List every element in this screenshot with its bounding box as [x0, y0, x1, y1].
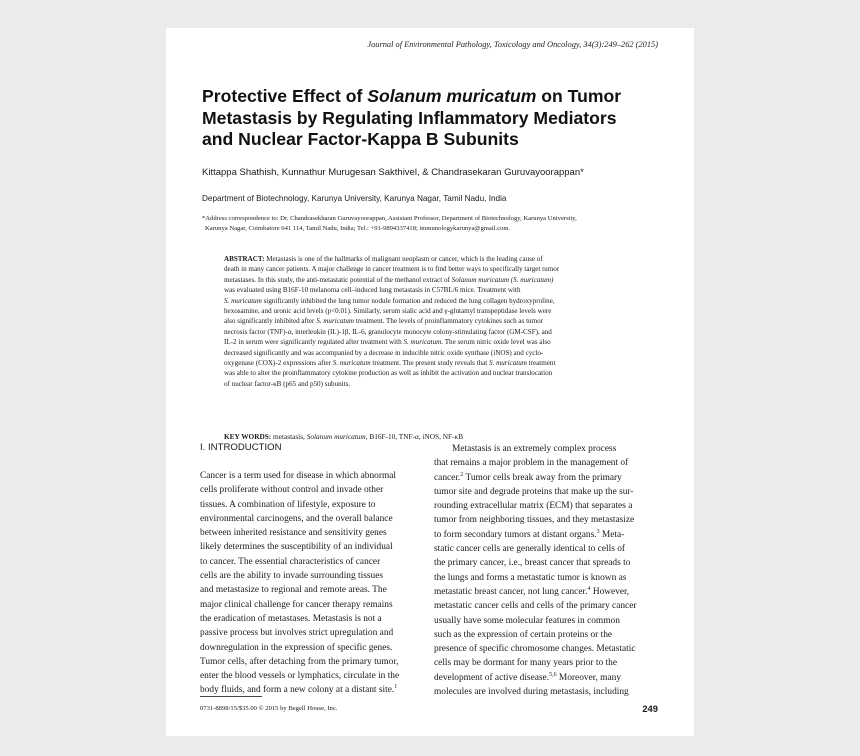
- species-abbr: S. muricatum: [332, 359, 371, 368]
- citation-ref: 2: [460, 471, 464, 478]
- body-line: usually have some molecular features in common: [434, 615, 620, 626]
- footnote-rule: [200, 696, 262, 697]
- body-line: the lungs and forms a metastatic tumor is known as: [434, 572, 627, 583]
- keywords-label: KEY WORDS:: [224, 432, 272, 441]
- title-line-3: and Nuclear Factor-Kappa B Subunits: [202, 129, 519, 149]
- body-line: tissues. A combination of lifestyle, exposure to: [200, 499, 376, 510]
- title-line-1: [202, 86, 672, 108]
- body-line: environmental carcinogens, and the overall balance: [200, 513, 393, 524]
- body-text: development of active disease.: [434, 672, 550, 683]
- species-abbr: S. muricatum: [224, 296, 262, 305]
- body-line: [434, 585, 660, 599]
- body-line: such as the expression of certain proteins or the: [434, 629, 613, 640]
- species-abbr: S. muricatum: [489, 359, 527, 368]
- abstract-line: [224, 316, 638, 326]
- intro-paragraph-left: [200, 469, 426, 698]
- body-line: and metastasize to regional and remote areas. The: [200, 585, 387, 596]
- species-name: Solanum muricatum: [451, 275, 509, 284]
- body-line: metastatic cancer cells and cells of the primary cancer: [434, 601, 637, 612]
- body-line: between inherited resistance and sensitivity genes: [200, 528, 387, 539]
- citation-ref: 3: [596, 528, 600, 535]
- body-line: tumor from neighboring tissues, and they metastasize: [434, 515, 635, 526]
- body-line: tumor site and degrade proteins that make up the sur-: [434, 486, 634, 497]
- keywords: [224, 432, 463, 441]
- abstract-text: Metastasis is one of the hallmarks of malignant neoplasm or cancer, which is the leading cause of: [264, 255, 543, 263]
- body-line: passive process but involves strict upregulation and: [200, 628, 394, 639]
- correspondence-note: [202, 214, 662, 233]
- abstract-text: treatment: [526, 359, 556, 368]
- title-text: Protective Effect of: [202, 86, 368, 106]
- abstract-line: necrosis factor (TNF)-α, interleukin (IL)-1β, IL-6, granulocyte monocyte colony-stimulating factor (GM-CSF), and: [224, 327, 552, 336]
- abstract-label: ABSTRACT:: [224, 255, 265, 263]
- body-text: body fluids, and form a new colony at a distant site.: [200, 685, 395, 696]
- citation-ref: 5,6: [549, 671, 557, 678]
- body-line: cells proliferate without control and invade other: [200, 485, 384, 496]
- citation-ref: 4: [587, 585, 591, 592]
- body-line: the eradication of metastases. Metastasis is not a: [200, 613, 382, 624]
- body-line: molecules are involved during metastasis, including: [434, 687, 629, 698]
- journal-citation: Journal of Environmental Pathology, Toxicology and Oncology, 34(3):249–262 (2015): [367, 40, 658, 49]
- page-number: 249: [642, 703, 658, 714]
- body-line: Metastasis is an extremely complex process: [452, 444, 617, 454]
- body-line: rounding extracellular matrix (ECM) that separates a: [434, 501, 633, 512]
- body-text: Moreover, many: [556, 672, 622, 683]
- body-text: metastatic breast cancer, not lung cancer.: [434, 586, 588, 597]
- species-name: Solanum muricatum: [306, 432, 366, 441]
- keywords-text: metastasis,: [271, 432, 307, 441]
- body-line: to cancer. The essential characteristics of cancer: [200, 556, 381, 567]
- body-line: likely determines the susceptibility of an individual: [200, 542, 393, 553]
- body-text: cancer.: [434, 472, 461, 483]
- body-line: [434, 471, 660, 485]
- species-abbr: S. muricatum: [403, 338, 442, 347]
- body-line: the primary cancer, i.e., breast cancer that spreads to: [434, 558, 631, 569]
- title-text: on Tumor: [536, 86, 622, 106]
- species-abbr: S. muricatum: [316, 317, 355, 326]
- body-text: Tumor cells break away from the primary: [463, 472, 622, 483]
- abstract-line: decreased significantly and was accompanied by a decrease in inducible nitric oxide synthase (iNOS) and cyclo-: [224, 348, 544, 357]
- abstract-text: also significantly inhibited after: [224, 317, 317, 326]
- body-line: cells may be dormant for many years prior to the: [434, 658, 618, 669]
- abstract-line: [224, 337, 638, 347]
- affiliation: Department of Biotechnology, Karunya University, Karunya Nagar, Tamil Nadu, India: [202, 194, 507, 203]
- abstract-text: oxygenase (COX)-2 expressions after: [224, 359, 333, 368]
- abstract-line: [224, 296, 638, 306]
- correspondence-line: *Address correspondence to: Dr. Chandrasekharan Guruvayoorappan, Assistant Professor, Department of Biotechnology, Karunya University,: [202, 215, 577, 222]
- abstract-line: [224, 358, 638, 368]
- citation-ref: 1: [394, 684, 398, 691]
- title-line-2: Metastasis by Regulating Inflammatory Mediators: [202, 107, 617, 128]
- abstract-text: treatment. The present study reveals that: [370, 359, 490, 368]
- abstract-line: was able to alter the proinflammatory cytokine production as well as inhibit the activation and nuclear translocation: [224, 369, 553, 378]
- paper-page: [166, 28, 694, 736]
- abstract-line: [224, 254, 638, 264]
- body-line: downregulation in the expression of specific genes.: [200, 642, 393, 653]
- abstract-line: hexosamine, and uronic acid levels (p<0.01). Similarly, serum sialic acid and γ-glutamyl transpeptidase levels were: [224, 307, 552, 316]
- body-line: major clinical challenge for cancer therapy remains: [200, 599, 393, 610]
- abstract-line: death in many cancer patients. A major challenge in cancer treatment is to find better ways to specifically target tumor: [224, 265, 560, 274]
- abstract: [224, 254, 638, 389]
- author-list: Kittappa Shathish, Kunnathur Murugesan Sakthivel, & Chandrasekaran Guruvayoorappan*: [202, 167, 584, 178]
- body-line: static cancer cells are generally identical to cells of: [434, 544, 626, 555]
- correspondence-line: Karunya Nagar, Coimbatore 641 114, Tamil Nadu, India; Tel.: +91-9894337418; immunologykarunya@gmail.com.: [205, 224, 511, 232]
- body-line: [434, 671, 660, 685]
- abstract-text: IL-2 in serum were significantly regulated after treatment with: [224, 338, 404, 347]
- body-line: presence of specific chromosome changes. Metastatic: [434, 644, 636, 655]
- body-text: However,: [590, 586, 630, 597]
- title-species: Solanum muricatum: [367, 86, 537, 106]
- abstract-line: [224, 275, 638, 285]
- intro-paragraph-right: [434, 442, 660, 699]
- abstract-text: metastases. In this study, the anti-metastatic potential of the methanol extract of: [224, 275, 452, 284]
- abstract-line: was evaluated using B16F-10 melanoma cell–induced lung metastasis in C57BL/6 mice. Treatment with: [224, 286, 521, 295]
- body-line: enter the blood vessels or lymphatics, circulate in the: [200, 671, 400, 682]
- abstract-text: treatment. The levels of proinflammatory cytokines such as tumor: [354, 317, 544, 326]
- body-text: Meta-: [599, 529, 625, 540]
- species-abbr: (S. muricatum): [509, 275, 554, 284]
- copyright-line: 0731-8898/15/$35.00 © 2015 by Begell House, Inc.: [200, 705, 338, 712]
- paper-title: [202, 86, 672, 151]
- abstract-text: significantly inhibited the lung tumor nodule formation and reduced the lung collagen hydroxyproline,: [261, 296, 555, 305]
- body-line: cells are the ability to invade surrounding tissues: [200, 571, 384, 582]
- section-heading: I. INTRODUCTION: [200, 442, 282, 453]
- body-line: Tumor cells, after detaching from the primary tumor,: [200, 656, 399, 667]
- body-text: to form secondary tumors at distant organs.: [434, 529, 597, 540]
- body-line: [434, 528, 660, 542]
- body-line: Cancer is a term used for disease in which abnormal: [200, 471, 397, 481]
- abstract-line: of nuclear factor-κB (p65 and p50) subunits.: [224, 379, 351, 388]
- abstract-text: . The serum nitric oxide level was also: [441, 338, 551, 347]
- keywords-text: , B16F-10, TNF-α, iNOS, NF-κB: [365, 432, 464, 441]
- body-line: that remains a major problem in the management of: [434, 458, 629, 469]
